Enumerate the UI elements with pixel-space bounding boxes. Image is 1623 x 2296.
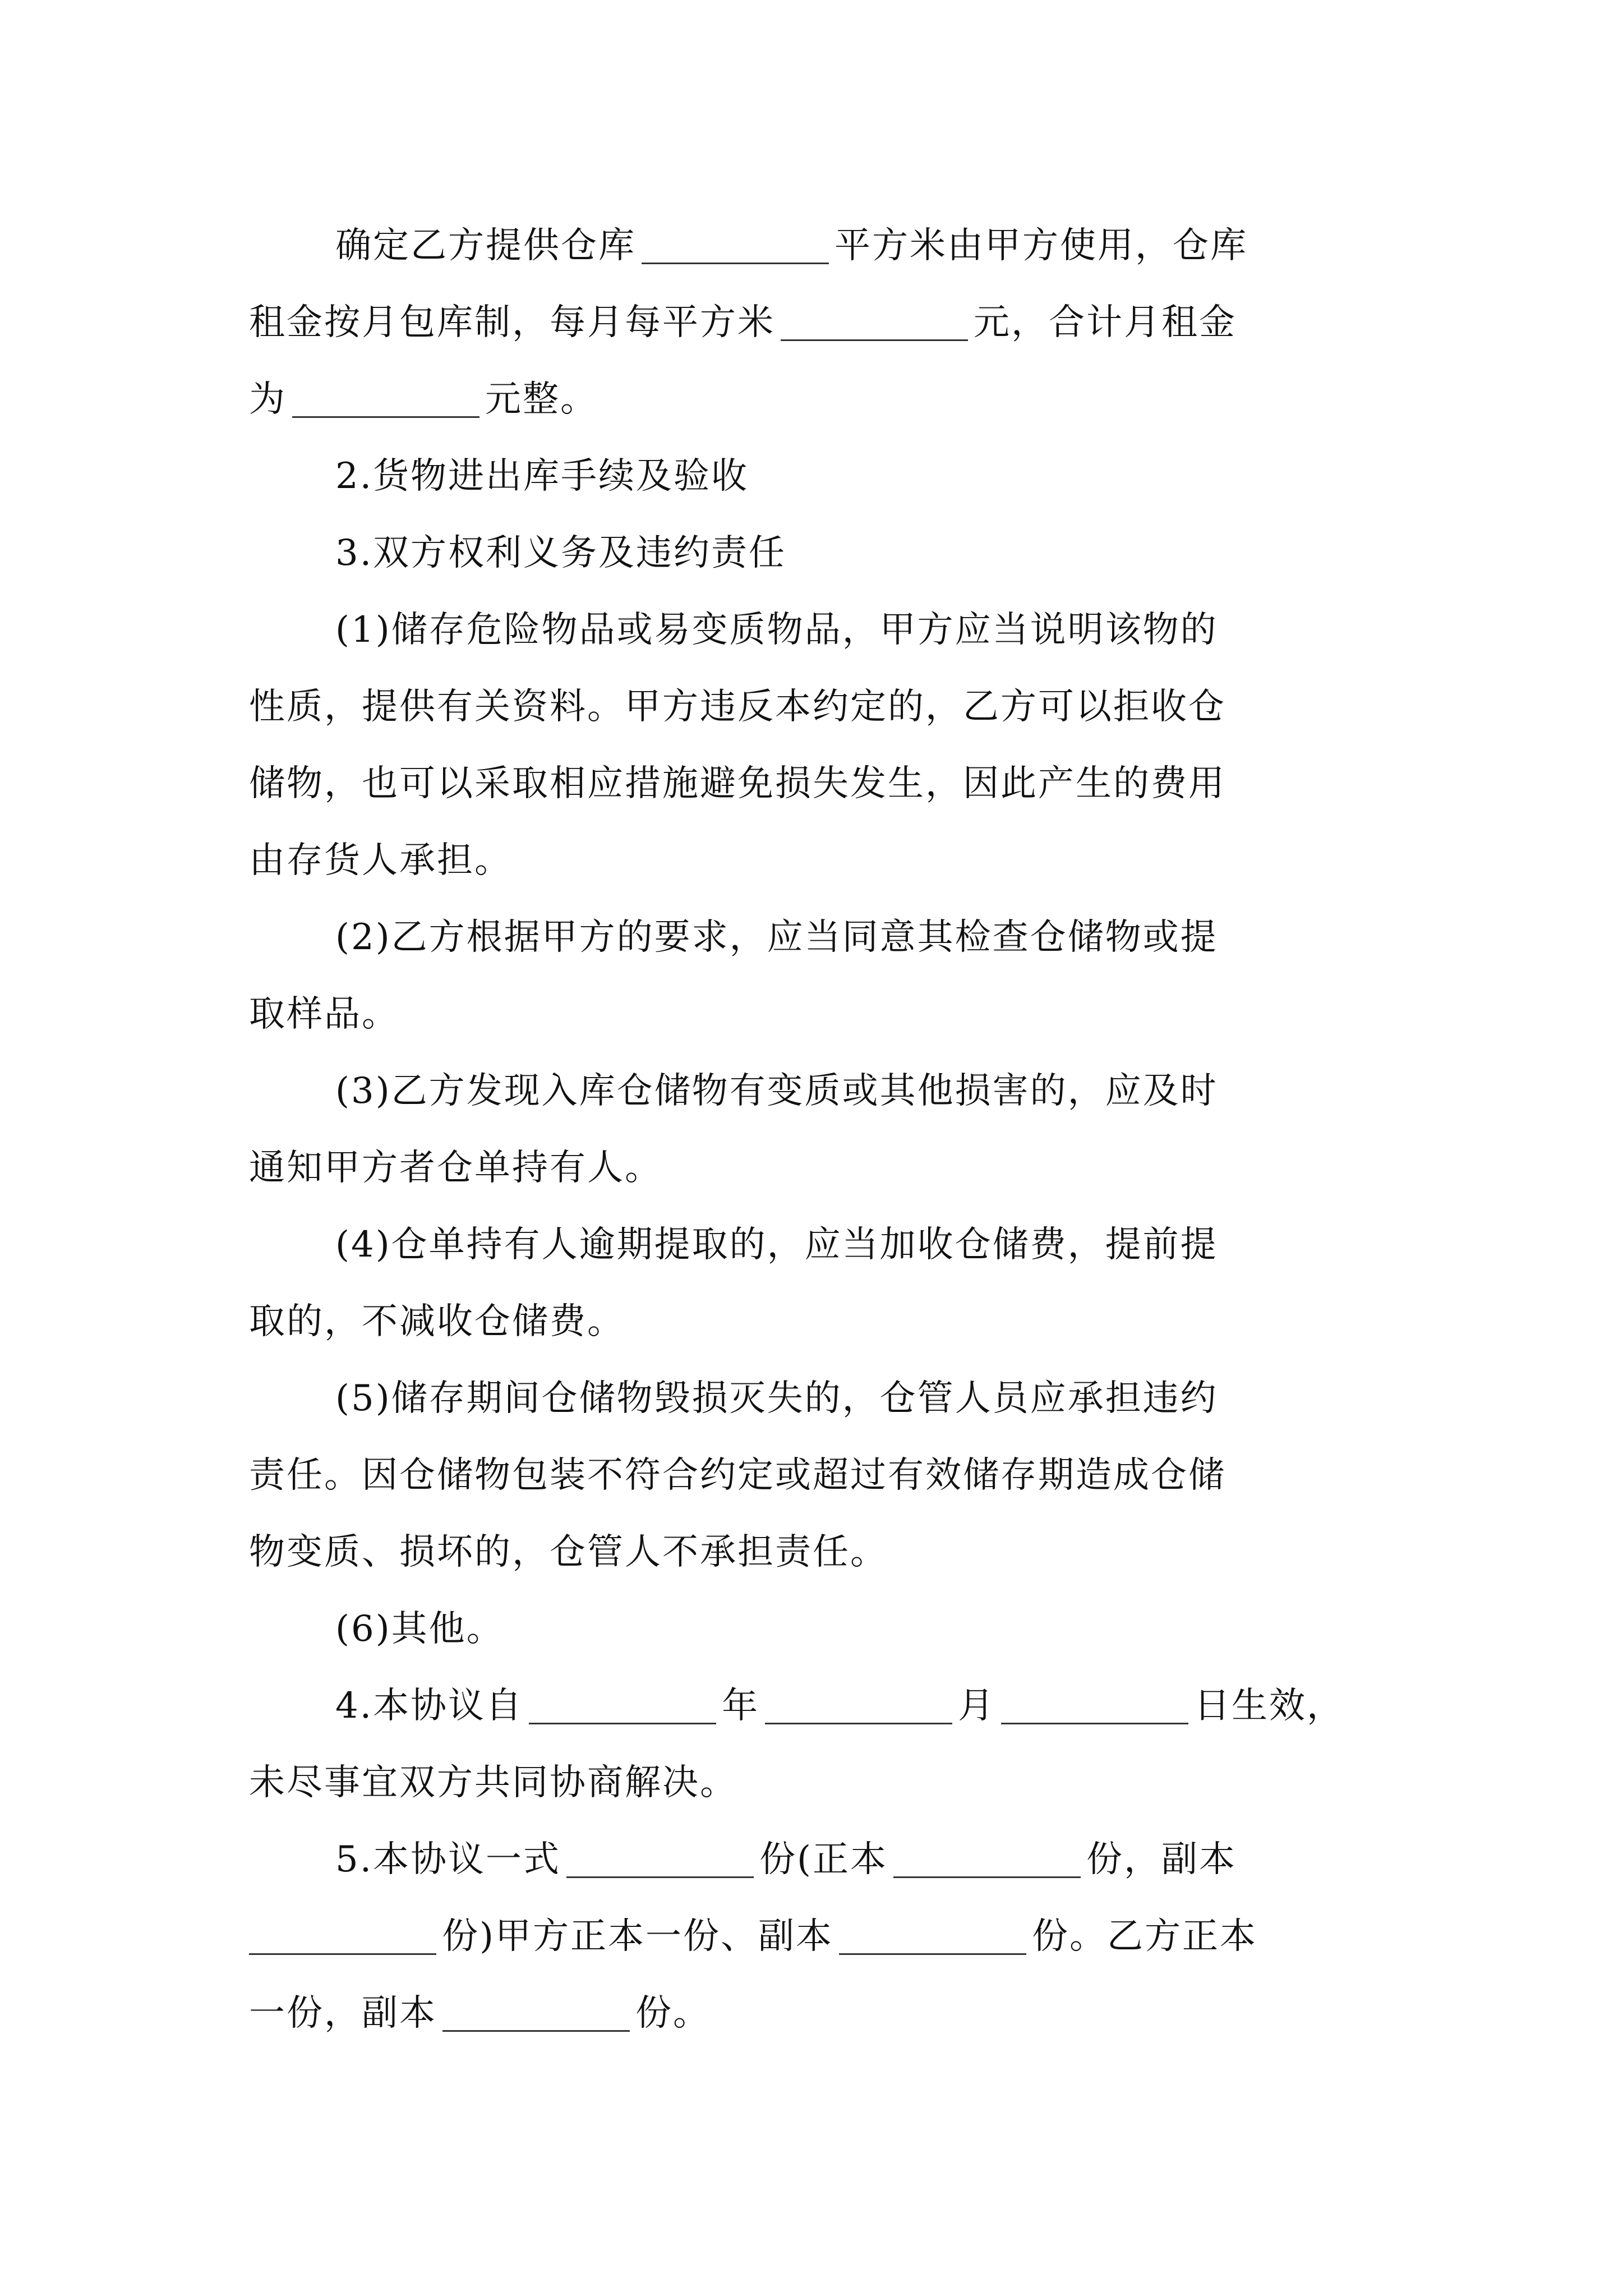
item-2-heading: 2.货物进出库手续及验收: [335, 455, 749, 497]
blank-day-field[interactable]: [1001, 1687, 1188, 1724]
blank-unit-price-field[interactable]: [781, 303, 968, 341]
text-segment: 4.本协议自: [335, 1685, 524, 1727]
paragraph-warehouse-line-2: [249, 296, 1237, 349]
text-segment: 份)甲方正本一份、副本: [442, 1916, 833, 1957]
clause-2-line-2: 取样品。: [249, 993, 399, 1035]
item-5-line-1: [335, 1833, 1237, 1887]
item-4-line-2: 未尽事宜双方共同协商解决。: [249, 1762, 737, 1803]
clause-5-line-1: (5)储存期间仓储物毁损灭失的，仓管人员应承担违约: [335, 1378, 1218, 1419]
blank-party-b-duplicate-field[interactable]: [442, 1994, 630, 2032]
paragraph-warehouse-line-1: [335, 219, 1248, 273]
blank-original-copies-field[interactable]: [893, 1841, 1081, 1878]
clause-6: (6)其他。: [335, 1608, 504, 1650]
text-segment: 份，副本: [1086, 1839, 1237, 1880]
item-3-heading: 3.双方权利义务及违约责任: [335, 532, 787, 574]
clause-4-line-2: 取的，不减收仓储费。: [249, 1301, 625, 1342]
clause-1-line-2: 性质，提供有关资料。甲方违反本约定的，乙方可以拒收仓: [249, 686, 1226, 728]
text-segment: 日生效，: [1194, 1685, 1345, 1727]
item-4-line-1: [335, 1679, 1344, 1733]
text-segment: 份。乙方正本: [1031, 1916, 1257, 1957]
text-segment: 确定乙方提供仓库: [335, 225, 636, 266]
blank-party-a-duplicate-field[interactable]: [839, 1917, 1026, 1955]
text-segment: 一份，副本: [249, 1993, 437, 2034]
text-segment: 月: [958, 1685, 996, 1727]
text-segment: 份。: [635, 1993, 711, 2034]
blank-total-copies-field[interactable]: [566, 1841, 754, 1878]
item-5-line-3: [249, 1986, 711, 2040]
blank-area-field[interactable]: [642, 227, 829, 264]
clause-5-line-2: 责任。因仓储物包装不符合约定或超过有效储存期造成仓储: [249, 1455, 1226, 1496]
blank-month-field[interactable]: [765, 1687, 952, 1724]
text-segment: 5.本协议一式: [335, 1839, 561, 1880]
item-5-line-2: [249, 1910, 1257, 1963]
text-segment: 元整。: [485, 379, 598, 420]
paragraph-warehouse-line-3: [249, 372, 598, 426]
clause-5-line-3: 物变质、损坏的，仓管人不承担责任。: [249, 1531, 888, 1573]
clause-2-line-1: (2)乙方根据甲方的要求，应当同意其检查仓储物或提: [335, 917, 1218, 958]
blank-duplicate-copies-field[interactable]: [249, 1917, 436, 1955]
text-segment: 为: [249, 379, 287, 420]
clause-3-line-2: 通知甲方者仓单持有人。: [249, 1147, 662, 1189]
clause-1-line-4: 由存货人承担。: [249, 840, 512, 881]
text-segment: 元，合计月租金: [974, 302, 1237, 343]
clause-1-line-1: (1)储存危险物品或易变质物品，甲方应当说明该物的: [335, 609, 1218, 651]
blank-monthly-rent-field[interactable]: [292, 380, 479, 418]
text-segment: 份(正本: [759, 1839, 888, 1880]
text-segment: 年: [722, 1685, 760, 1727]
clause-4-line-1: (4)仓单持有人逾期提取的，应当加收仓储费，提前提: [335, 1224, 1218, 1266]
clause-1-line-3: 储物，也可以采取相应措施避免损失发生，因此产生的费用: [249, 763, 1226, 804]
blank-year-field[interactable]: [529, 1687, 716, 1724]
text-segment: 租金按月包库制，每月每平方米: [249, 302, 775, 343]
text-segment: 平方米由甲方使用，仓库: [834, 225, 1248, 266]
clause-3-line-1: (3)乙方发现入库仓储物有变质或其他损害的，应及时: [335, 1070, 1218, 1112]
